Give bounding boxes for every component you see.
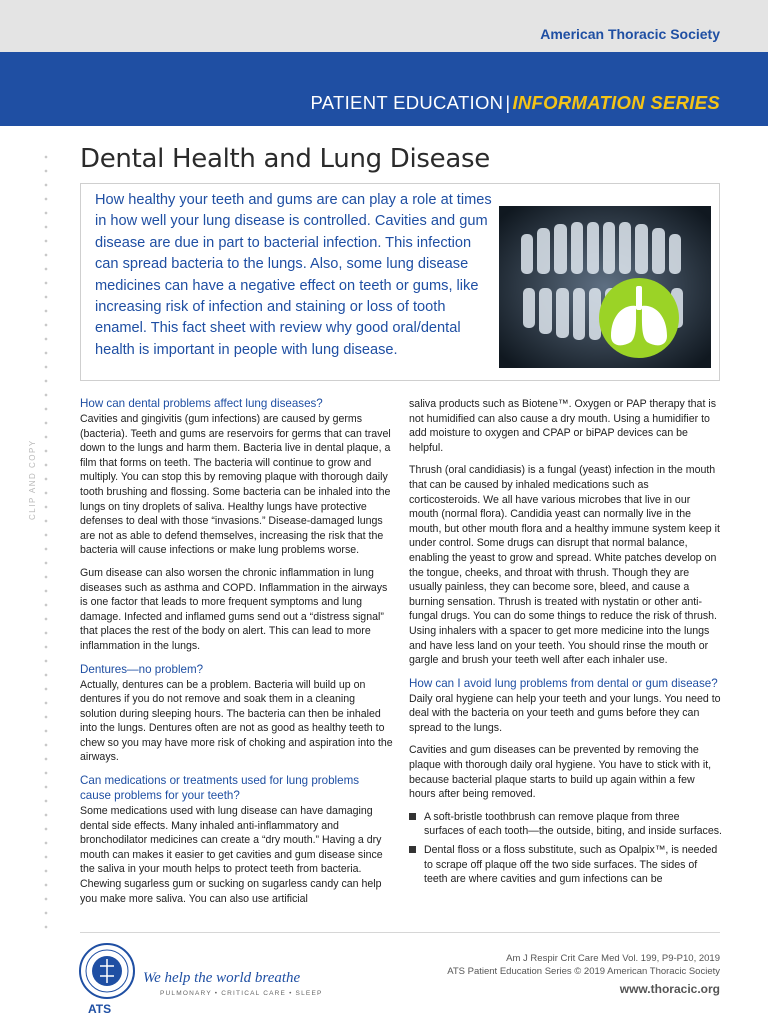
series-banner [0,52,768,126]
series-main: PATIENT EDUCATION [310,92,504,113]
website-url: www.thoracic.org [619,982,720,996]
lungs-icon [599,278,679,358]
ats-seal-logo [78,942,136,1000]
section-heading: How can dental problems affect lung diseases? [80,397,323,410]
list-item-text: Dental floss or a floss substitute, such as Opalpix™, is needed to scrape off plaque off the two side surfaces. The sides of teeth are where cavities and gum infections can be [424,844,718,886]
citation: Am J Respir Crit Care Med Vol. 199, P9-P10, 2019 [506,953,720,964]
tagline-subtitle: PULMONARY • CRITICAL CARE • SLEEP [160,990,323,997]
list-item-text: A soft-bristle toothbrush can remove plaque from three surfaces of each tooth—the outside, biting, and inside surfaces. [424,810,722,838]
series-heading [310,92,720,114]
footer-divider [80,932,720,933]
top-header-bar [0,0,768,52]
paragraph: Thrush (oral candidiasis) is a fungal (yeast) infection in the mouth that can be caused by inhaled medications such as corticosteroids. We all have various microbes that live in our mouth (normal flora). Candidia yeast can normally live in the mouth, but other mouth flora and a healthy immune system keep it under control. Some drugs can disrupt that normal balance, enabling the yeast to grow and spread. White patches develop on the tongue, cheeks, and throat with thrush. Though they are usually painless, they can become sore, bleed, and cause a burning sensation. Thrush is treated with nystatin or other anti-fungal drugs. You can do some things to reduce the risk of thrush. Using inhalers with a spacer to get more medicine into the lungs and have less land on your teeth. You should rinse the mouth or gargle and brush your teeth well after each inhaler use. [409,464,720,667]
square-bullet-icon [409,813,416,820]
copyright: ATS Patient Education Series © 2019 American Thoracic Society [447,966,720,977]
intro-text: How healthy your teeth and gums are can play a role at times in how well your lung disease is controlled. Cavities and gum disease are due in part to bacterial infection. This infection can spread bacteria to the lungs. Also, some lung disease medicines can have a negative effect on teeth or gums, like increasing risk of infection and staining or loss of tooth enamel. This fact sheet with review why good oral/dental health is important in people with lung disease. [95,192,492,358]
list-item [409,843,722,887]
section-heading: Dentures—no problem? [80,662,204,676]
dental-xray-image [499,206,711,368]
clip-dotted-line [44,150,48,930]
section-heading: Can medications or treatments used for lung problems cause problems for your teeth? [80,774,360,803]
paragraph: Cavities and gingivitis (gum infections) are caused by germs (bacteria). Teeth and gums are reservoirs for germs that can travel down to the lungs and harm them. Bacteria live in dental plaque, a film that forms on teeth. The bacteria will continue to grow and multiply. You can stop this by removing plaque with thorough daily tooth brushing and flossing. Some bacteria can be inhaled into the lungs on tiny droplets of saliva. Healthy lungs have protective defenses to deal with those “invasions.” Disease-damaged lungs are not as able to defend themselves, increasing the risk that the bacteria will cause infections or make lung problems worse. [80,413,391,557]
series-sub: INFORMATION SERIES [512,92,720,113]
paragraph: saliva products such as Biotene™. Oxygen or PAP therapy that is not humidified can also cause a dry mouth. Using a humidifier to add moisture to oxygen and CPAP or biPAP devices can be helpful. [409,398,716,454]
paragraph: Some medications used with lung disease can have damaging dental side effects. Many inhaled anti-inflammatory and bronchodilator medicines can create a “dry mouth.” Having a dry mouth can makes it easier to get cavities and gum disease since the saliva in your mouth helps to protect teeth from bacteria. Chewing sugarless gum or sucking on sugarless candy can help you make more saliva. You can also use artificial [80,805,383,905]
ats-wordmark: ATS [88,1002,112,1016]
left-column [80,396,393,914]
paragraph: Actually, dentures can be a problem. Bacteria will build up on dentures if you do not remove and soak them in a cleaning solution during sleeping hours. The bacteria can then be inhaled into the lungs. Dentures often are not as good as healthy teeth to chew so you may have more risk of choking and aspiration into the airways. [80,678,393,764]
right-column [409,397,722,891]
paragraph: Daily oral hygiene can help your teeth and your lungs. You need to deal with the bacteria on your teeth and gums before they can spread to the lungs. [409,692,721,734]
clip-and-copy-label: CLIP AND COPY [28,439,37,520]
section-heading: How can I avoid lung problems from dental or gum disease? [409,676,718,690]
series-separator: | [505,92,511,113]
paragraph: Gum disease can also worsen the chronic inflammation in lung diseases such as asthma and COPD. Inflammation in the airways is one factor that leads to more frequent symptoms and lung damage. Infected and inflamed gums send out a “distress signal” that places the rest of the body on alert. This can lead to more inflammation in the lungs. [80,566,388,652]
page-title: Dental Health and Lung Disease [80,144,490,174]
org-name: American Thoracic Society [540,26,720,42]
intro-box [80,183,720,381]
tagline: We help the world breathe [143,970,301,986]
square-bullet-icon [409,846,416,853]
paragraph: Cavities and gum diseases can be prevented by removing the plaque with thorough daily oral hygiene. You have to stick with it, because bacterial plaque starts to build up again within a few hours after being removed. [409,744,712,801]
list-item [409,810,722,839]
bullet-list [409,810,722,887]
